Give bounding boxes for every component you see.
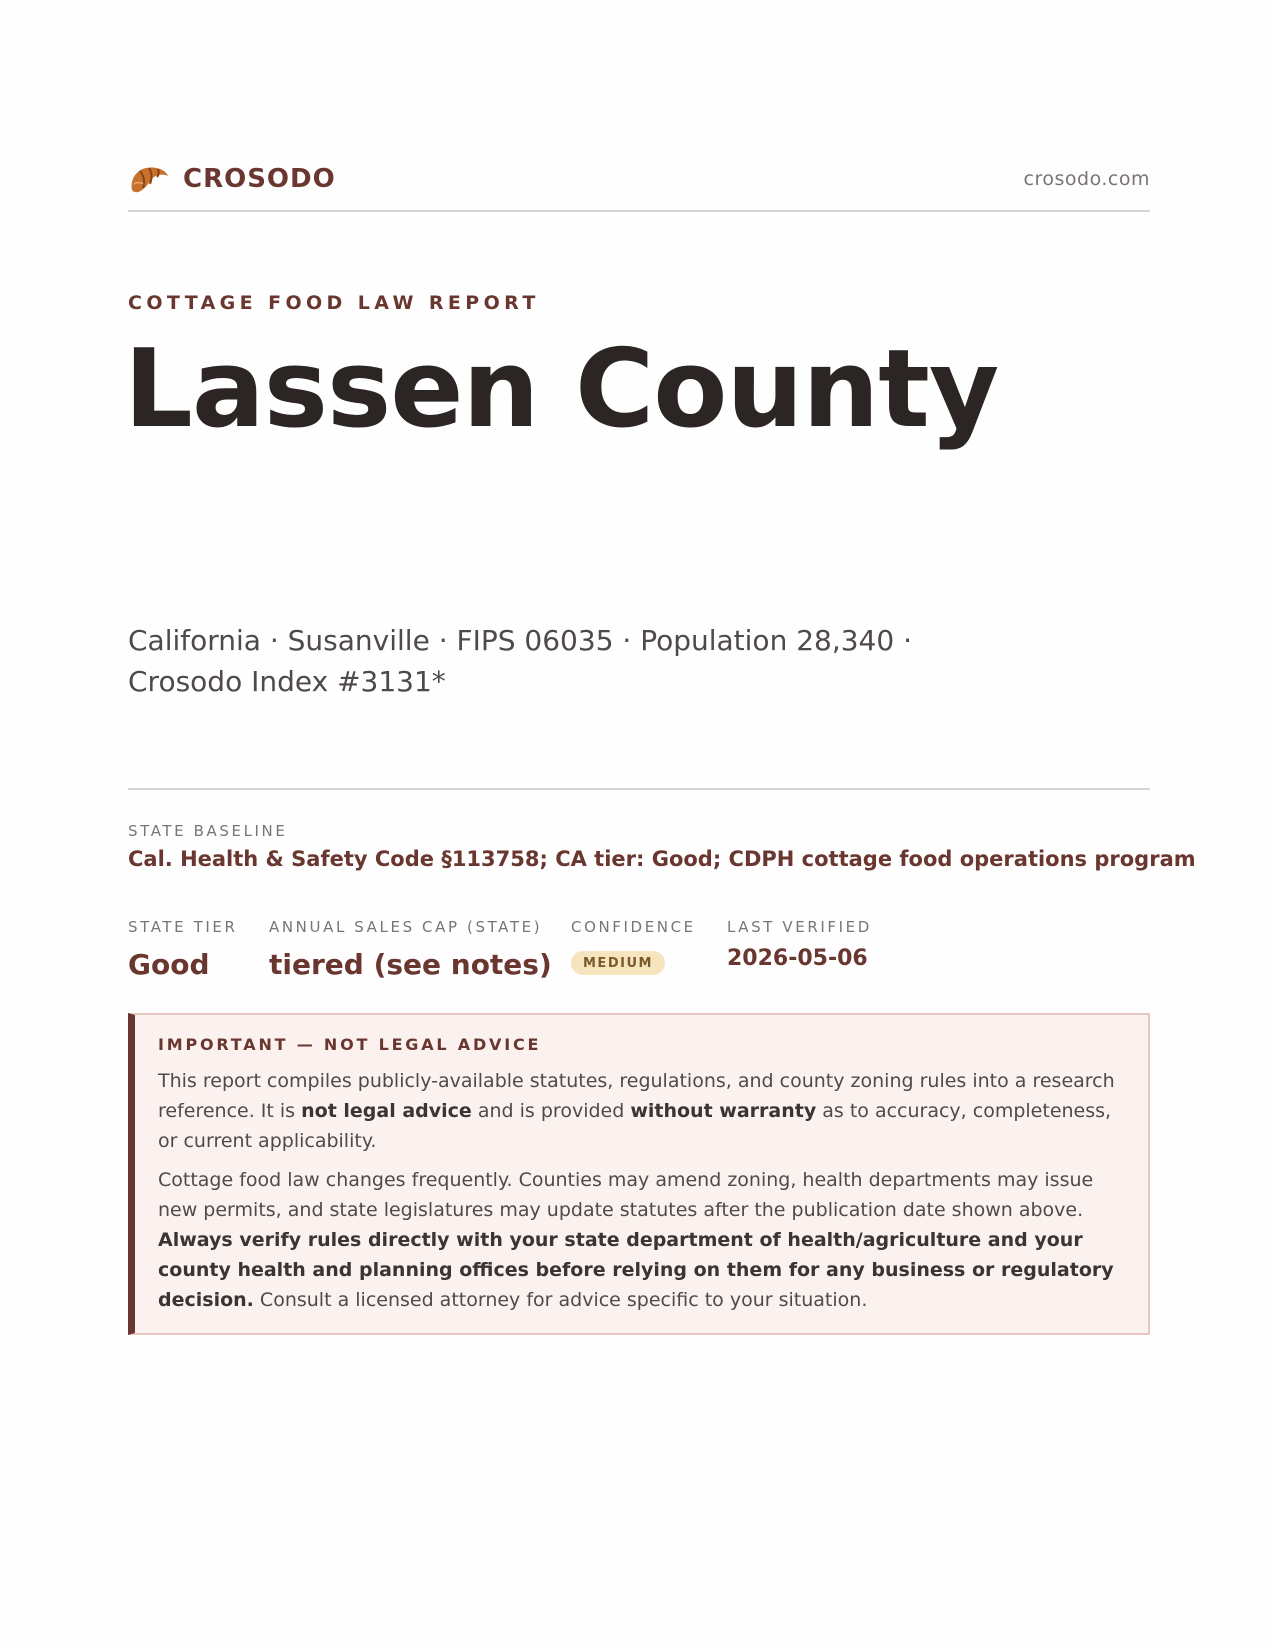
stat-label: STATE TIER: [128, 918, 238, 936]
stat-value: 2026-05-06: [727, 946, 868, 971]
county-meta-line-1: California · Susanville · FIPS 06035 · Population 28,340 ·: [128, 624, 912, 657]
county-meta: [128, 620, 948, 702]
legal-notice: [128, 1013, 1150, 1335]
stat-label: CONFIDENCE: [571, 918, 696, 936]
stat-value: tiered (see notes): [269, 948, 552, 981]
brand-name: CROSODO: [183, 164, 336, 194]
site-url[interactable]: crosodo.com: [1023, 168, 1150, 190]
stat-label: ANNUAL SALES CAP (STATE): [269, 918, 543, 936]
state-baseline-label: STATE BASELINE: [128, 822, 288, 840]
stat-state-tier: [128, 918, 238, 981]
report-eyebrow: COTTAGE FOOD LAW REPORT: [128, 292, 540, 314]
croissant-icon: [128, 160, 170, 198]
page-title: Lassen County: [124, 327, 999, 452]
stat-last-verified: [727, 918, 872, 971]
stat-confidence: [571, 918, 696, 975]
stat-value: Good: [128, 948, 210, 981]
notice-paragraph-2: Cottage food law changes frequently. Counties may amend zoning, health departments may issue new permits, and state legislatures may update statutes after the publication date shown above. Always verify rules directly with your state department of health/agriculture and your county health and planning offices before relying on them for any business or regulatory decision. Consult a licensed attorney for advice specific to your situation.: [158, 1169, 1114, 1311]
header: [128, 158, 1150, 212]
county-meta-line-2: Crosodo Index #3131*: [128, 665, 446, 698]
stat-label: LAST VERIFIED: [727, 918, 872, 936]
notice-title: IMPORTANT — NOT LEGAL ADVICE: [158, 1035, 542, 1054]
section-divider: [128, 788, 1150, 790]
notice-paragraph-1: This report compiles publicly-available statutes, regulations, and county zoning rules into a research reference. It is not legal advice and is provided without warranty as to accuracy, completeness, or current applicability.: [158, 1070, 1115, 1152]
confidence-badge: MEDIUM: [571, 951, 665, 975]
stat-sales-cap: [269, 918, 552, 981]
state-baseline-value: Cal. Health & Safety Code §113758; CA tier: Good; CDPH cottage food operations program: [128, 847, 1196, 871]
